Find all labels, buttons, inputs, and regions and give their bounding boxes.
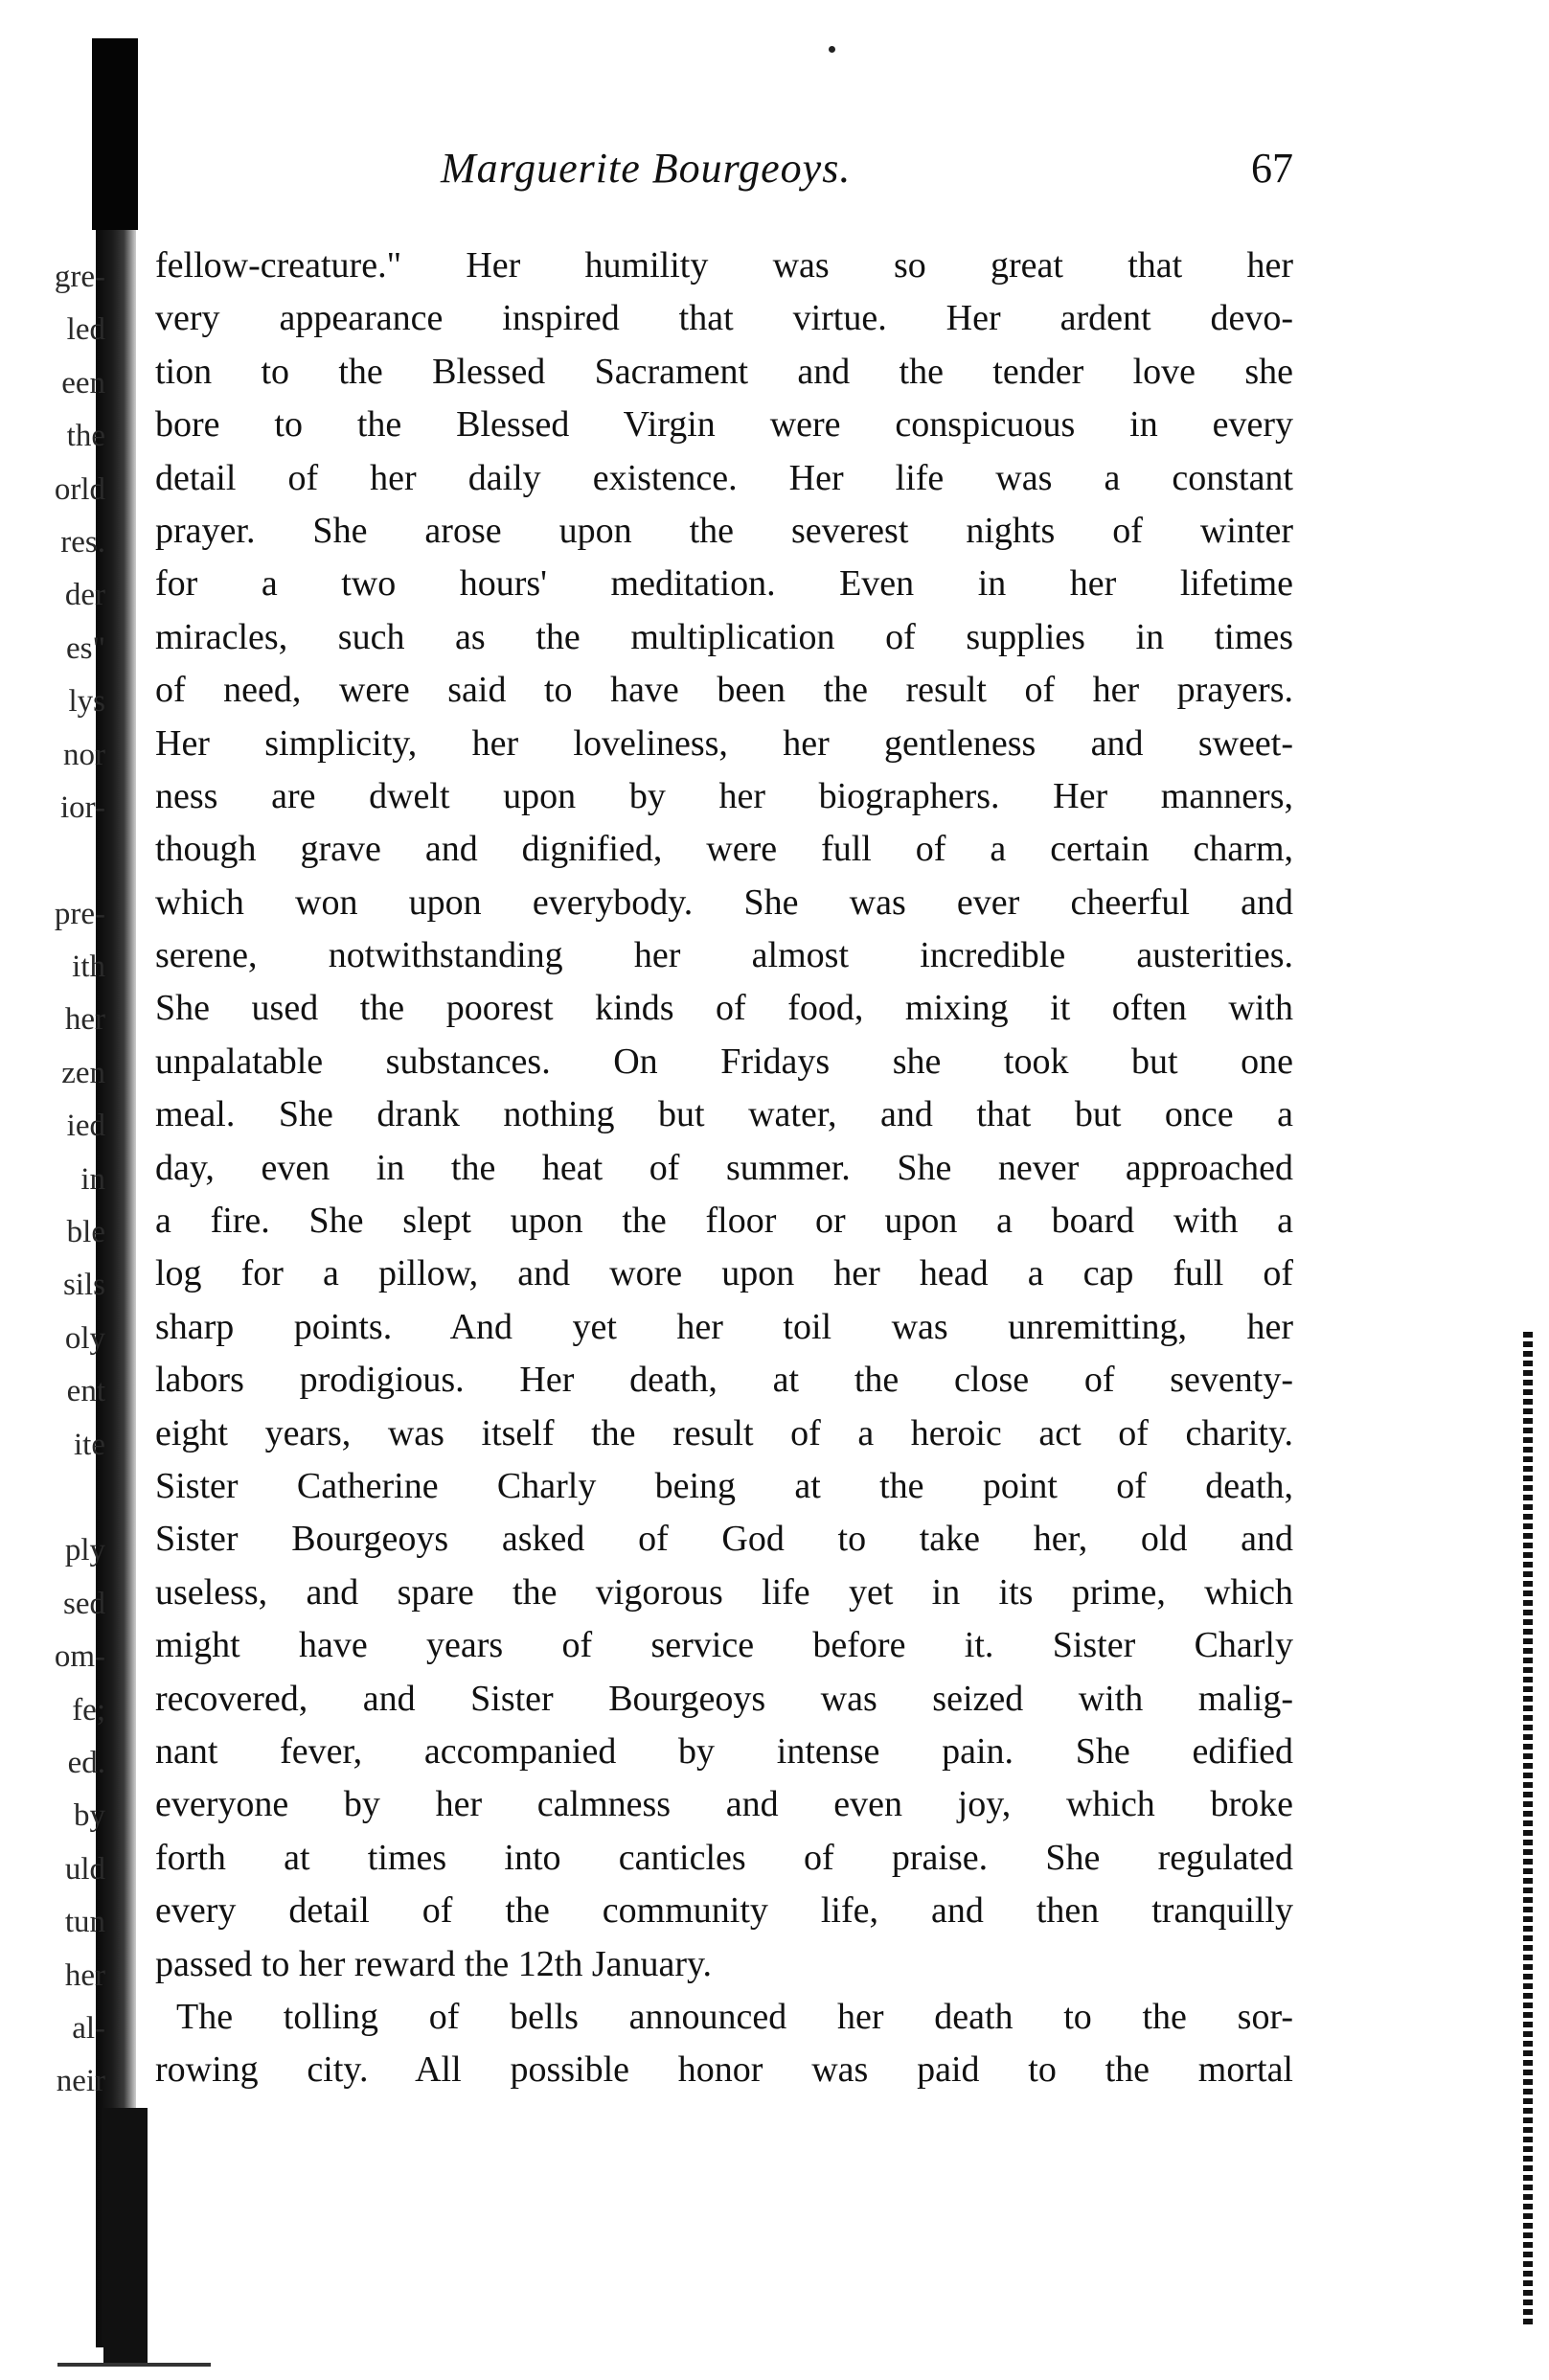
facing-page-fragment: zen — [61, 1055, 105, 1090]
facing-page-fragment: fe; — [72, 1692, 105, 1728]
facing-page-fragment: ply — [64, 1533, 105, 1568]
text-line: meal. She drank nothing but water, and that but once a — [155, 1094, 1293, 1135]
facing-page-fragment — [27, 835, 105, 887]
text-line: of need, were said to have been the result of her prayers. — [155, 670, 1293, 711]
facing-page-fragment: ith — [72, 950, 105, 985]
ink-speck — [829, 46, 835, 53]
facing-page-fragment: ble — [66, 1215, 105, 1250]
text-line: day, even in the heat of summer. She never approached — [155, 1147, 1293, 1188]
text-line: bore to the Blessed Virgin were conspicuous in every — [155, 404, 1293, 446]
facing-page-fragment: gre- — [54, 260, 105, 294]
text-line: unpalatable substances. On Fridays she took but one — [155, 1041, 1293, 1082]
facing-page-fragment: by — [74, 1798, 105, 1834]
facing-page-fragment: al- — [72, 2010, 105, 2046]
facing-page-fragment: nor — [63, 737, 105, 772]
facing-page-fragment: tun — [64, 1905, 105, 1940]
facing-page-fragment: ent — [66, 1374, 105, 1409]
text-line: for a two hours' meditation. Even in her lifetime — [155, 563, 1293, 605]
text-line: She used the poorest kinds of food, mixing it often with — [155, 988, 1293, 1029]
text-line: Sister Bourgeoys asked of God to take her, old and — [155, 1519, 1293, 1560]
facing-page-fragment: pre- — [54, 896, 105, 931]
facing-page-fragment: ite — [74, 1427, 105, 1462]
text-line: every detail of the community life, and then tranquilly — [155, 1890, 1293, 1932]
facing-page-fragment: uld — [64, 1851, 105, 1887]
text-line: ness are dwelt upon by her biographers. Her manners, — [155, 775, 1293, 816]
text-line: fellow-creature." Her humility was so great that her — [155, 245, 1293, 286]
text-line: serene, notwithstanding her almost incredible austerities. — [155, 935, 1293, 976]
facing-page-fragment: es" — [66, 630, 105, 666]
facing-page-fragment: neir — [56, 2064, 105, 2099]
text-line: forth at times into canticles of praise. She regulated — [155, 1837, 1293, 1878]
text-line: recovered, and Sister Bourgeoys was seized with malig- — [155, 1678, 1293, 1719]
running-header — [153, 144, 1293, 201]
body-text — [155, 240, 1293, 2097]
facing-page-fragment: sed — [63, 1586, 105, 1621]
text-line: eight years, was itself the result of a heroic act of charity. — [155, 1412, 1293, 1453]
right-page-edge — [1523, 1332, 1533, 2328]
facing-page-fragment: der — [64, 578, 105, 613]
facing-page-fragment: om- — [54, 1639, 105, 1675]
binding-gutter-bottom-shadow — [103, 2108, 148, 2367]
text-line: passed to her reward the 12th January. — [155, 1943, 713, 1984]
page-number: 67 — [1251, 145, 1293, 192]
text-line: tion to the Blessed Sacrament and the tender love she — [155, 351, 1293, 392]
text-line: prayer. She arose upon the severest nights of winter — [155, 510, 1293, 551]
text-line: which won upon everybody. She was ever cheerful and — [155, 881, 1293, 923]
facing-page-fragment — [27, 1472, 105, 1524]
text-line: nant fever, accompanied by intense pain. She edified — [155, 1730, 1293, 1772]
text-line: very appearance inspired that virtue. Her ardent devo- — [155, 298, 1293, 339]
facing-page-fragment: orld — [54, 471, 105, 507]
facing-page-fragment: her — [64, 1957, 105, 1993]
text-line: might have years of service before it. Sister Charly — [155, 1625, 1293, 1666]
facing-page-fragment: ior- — [60, 790, 105, 825]
facing-page-fragment: res. — [60, 524, 105, 560]
text-line: everyone by her calmness and even joy, which broke — [155, 1784, 1293, 1825]
binding-gutter-top-shadow — [92, 38, 138, 230]
text-line: log for a pillow, and wore upon her head a cap full of — [155, 1253, 1293, 1294]
facing-page-fragment: een — [61, 365, 105, 400]
text-line: sharp points. And yet her toil was unremitting, her — [155, 1306, 1293, 1347]
text-line: a fire. She slept upon the floor or upon a board with a — [155, 1201, 1293, 1242]
text-line: Her simplicity, her loveliness, her gentleness and sweet- — [155, 722, 1293, 764]
facing-page-fragment: oly — [64, 1320, 105, 1356]
text-line: though grave and dignified, were full of a certain charm, — [155, 829, 1293, 870]
text-line: detail of her daily existence. Her life was a constant — [155, 457, 1293, 498]
facing-page-fragment: led — [66, 312, 105, 348]
facing-page-fragments — [27, 251, 105, 2109]
facing-page-fragment: ied — [66, 1109, 105, 1144]
text-line: labors prodigious. Her death, at the close of seventy- — [155, 1360, 1293, 1401]
facing-page-fragment: ed. — [67, 1745, 105, 1780]
facing-page-fragment: her — [64, 1002, 105, 1038]
text-line: rowing city. All possible honor was paid to the mortal — [155, 2049, 1293, 2091]
running-title: Marguerite Bourgeoys. — [441, 145, 852, 192]
text-line: Sister Catherine Charly being at the point of death, — [155, 1465, 1293, 1506]
facing-page-fragment: the — [66, 419, 105, 454]
facing-page-fragment: lys — [68, 684, 105, 720]
facing-page-fragment: in — [80, 1161, 105, 1197]
page-edge-line — [57, 2363, 211, 2367]
text-line: miracles, such as the multiplication of supplies in times — [155, 616, 1293, 657]
text-line: The tolling of bells announced her death to the sor- — [176, 1996, 1293, 2037]
text-line: useless, and spare the vigorous life yet in its prime, which — [155, 1571, 1293, 1613]
facing-page-fragment: sils — [62, 1268, 105, 1303]
